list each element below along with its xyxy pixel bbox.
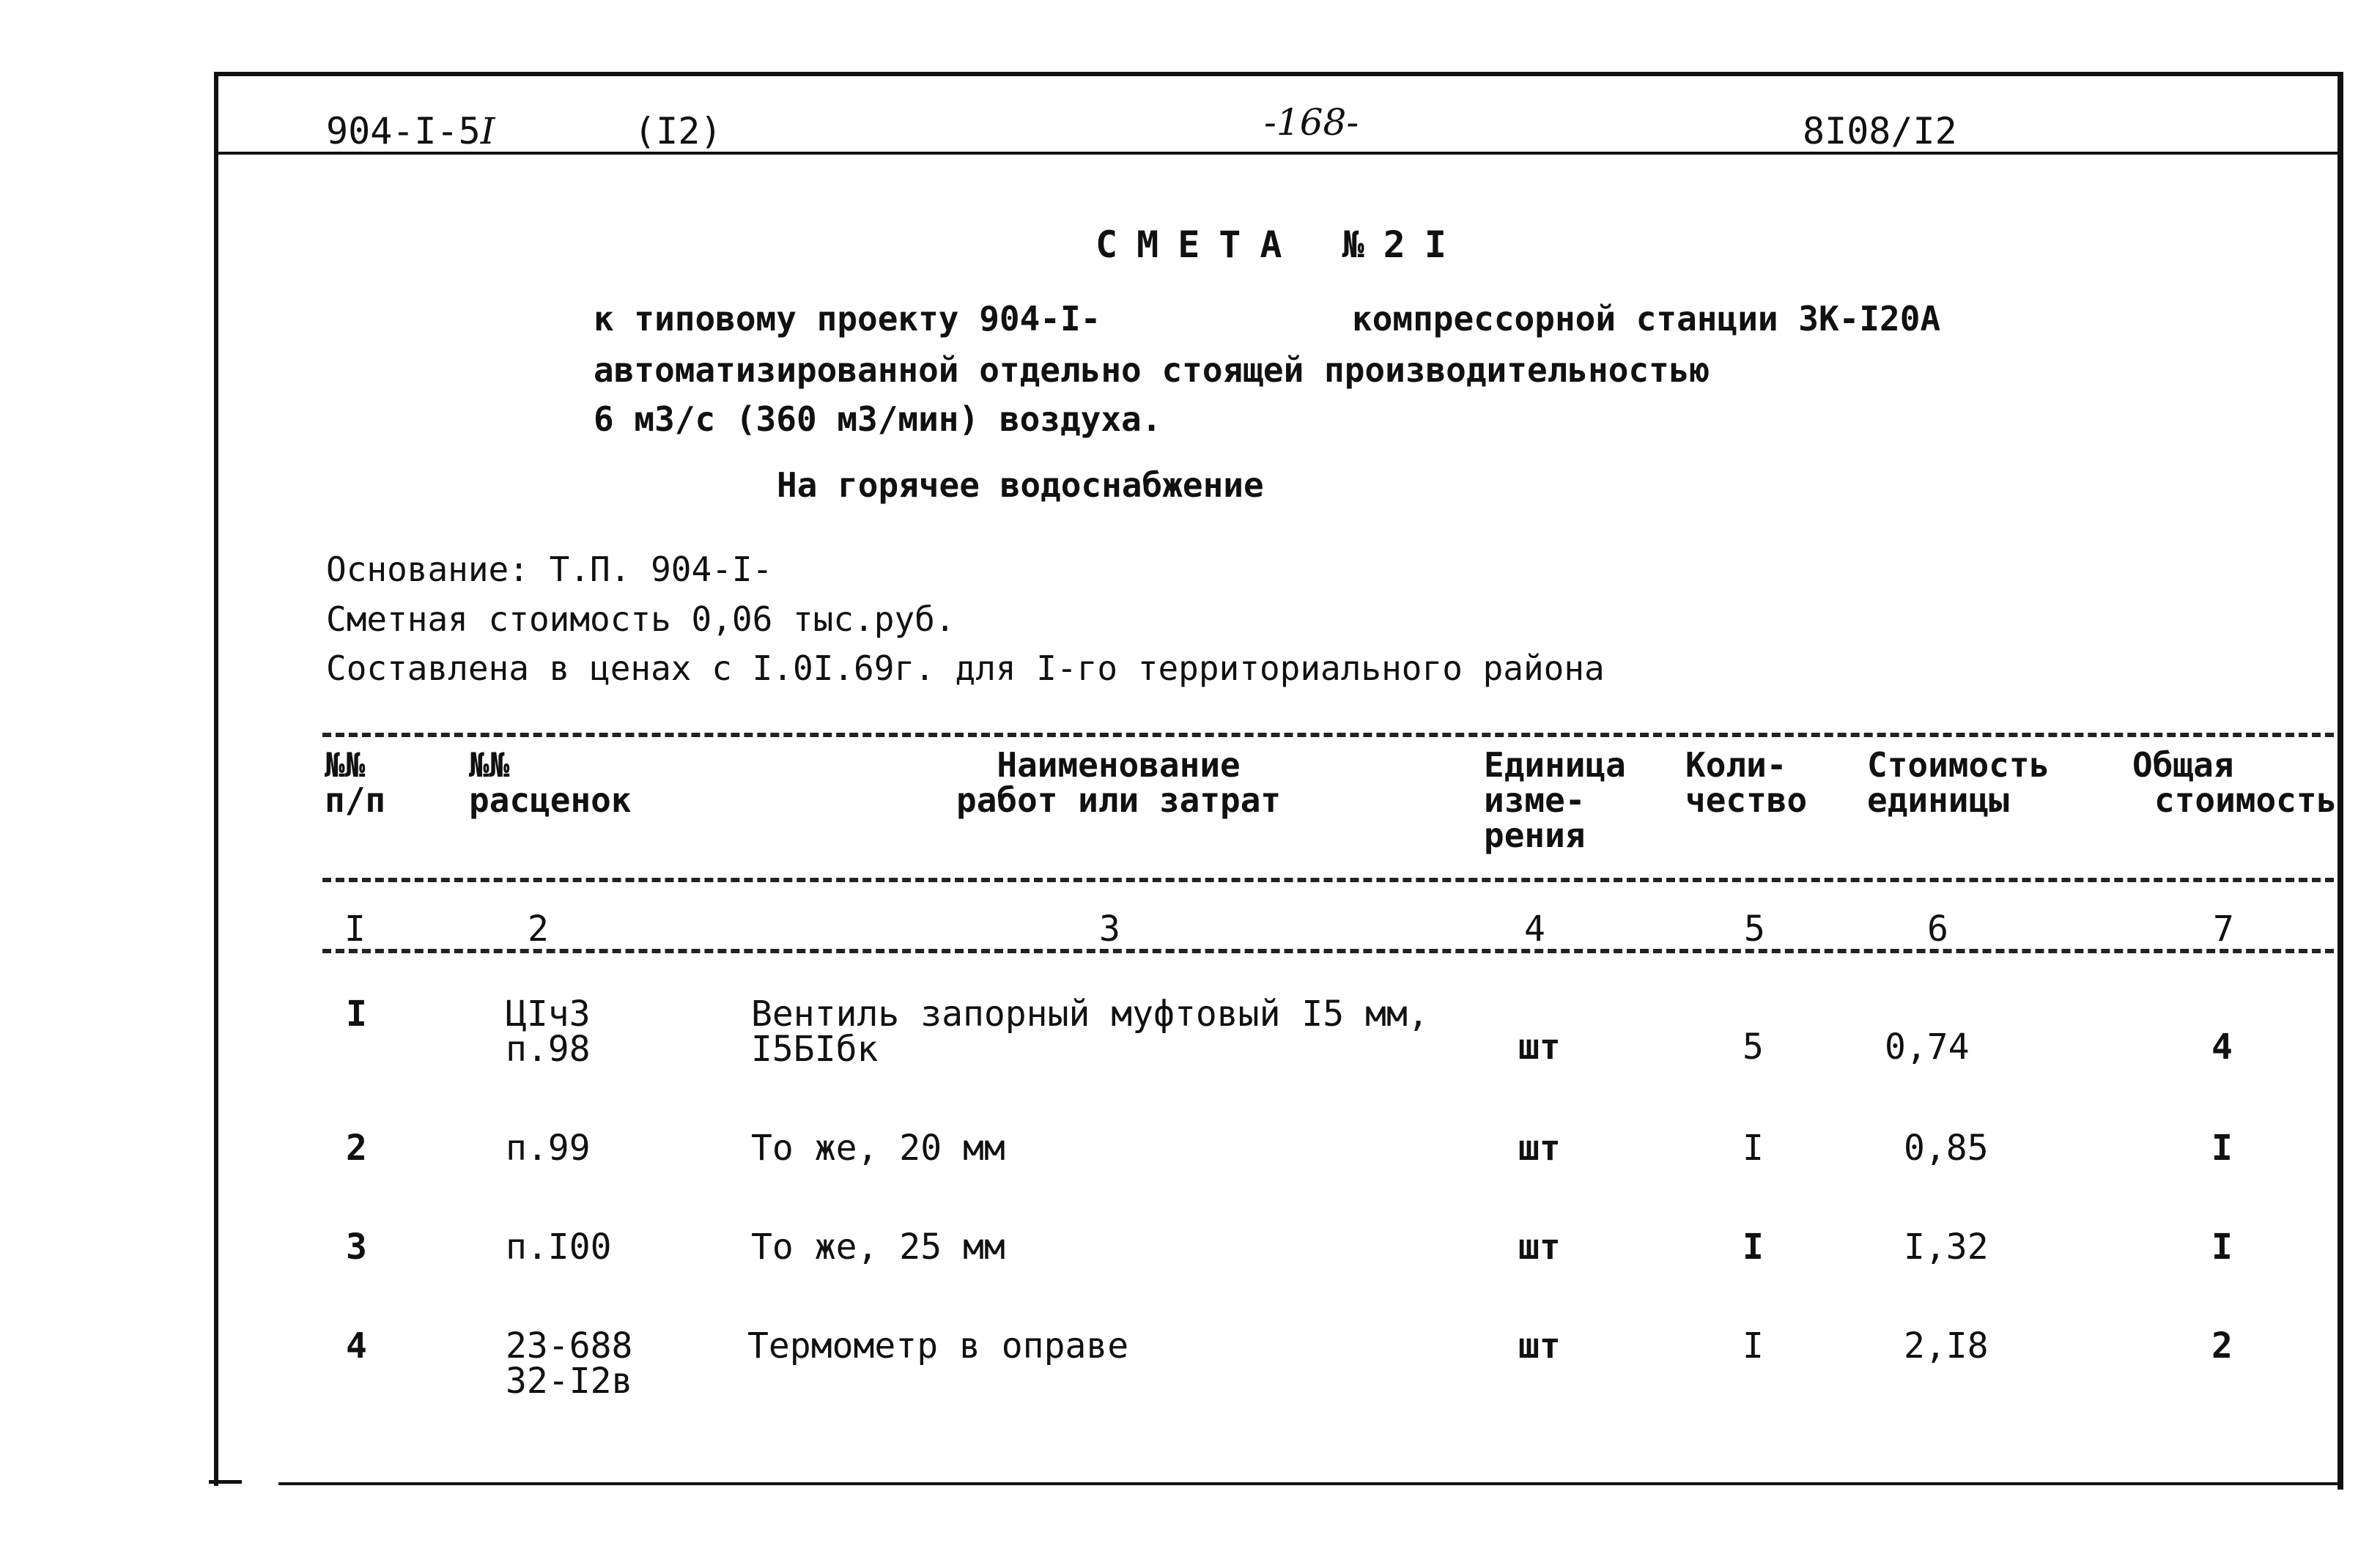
sheet-ref: (I2) (634, 110, 722, 152)
page-number: -168- (1264, 101, 1359, 144)
basis-line3: Составлена в ценах с I.0I.69г. для I-го территориального района (326, 648, 1605, 688)
table-top-rule (322, 733, 2334, 737)
col-header-qty: Коли- чество (1685, 745, 1808, 820)
col-number-6: 6 (1927, 909, 1948, 950)
frame-bottom-border (278, 1482, 2341, 1485)
col-number-3: 3 (1099, 909, 1120, 950)
intro-line2: автоматизированной отдельно стоящей производительностью (594, 350, 1710, 390)
intro-line3: 6 м3/с (360 м3/мин) воздуха. (594, 399, 1162, 439)
estimate-subject: На горячее водоснабжение (777, 465, 1264, 505)
table-row-4-unit-cost: 2,I8 (1904, 1325, 1989, 1366)
basis-line1: Основание: Т.П. 904-I- (326, 550, 773, 589)
estimate-title: СМЕТА №2I (1095, 223, 1466, 266)
frame-left-border (214, 72, 218, 1486)
table-row-4-num: 4 (346, 1325, 367, 1366)
frame-top-border (214, 72, 2342, 76)
col-header-total: Общая стоимость (2132, 745, 2338, 820)
table-row-2-qty: I (1742, 1128, 1764, 1169)
table-row-1-rate: ЦIч3 п.98 (506, 994, 591, 1070)
header-rule (218, 152, 2339, 155)
intro-line1-a: к типовому проекту 904-I- (594, 299, 1101, 339)
table-row-3-unit: шт (1518, 1227, 1561, 1268)
doc-number: 8I08/I2 (1803, 110, 1957, 152)
frame-bottom-left-tick (209, 1480, 242, 1484)
table-colnum-rule (322, 949, 2334, 953)
col-header-num: №№ п/п (325, 745, 386, 820)
frame-right-border (2338, 72, 2343, 1490)
table-row-1-total: 4 (2211, 1027, 2233, 1068)
table-row-1-unit-cost: 0,74 (1885, 1027, 1970, 1068)
table-row-2-num: 2 (346, 1128, 367, 1169)
table-row-4-total: 2 (2211, 1325, 2233, 1366)
col-header-unit: Единица изме- рения (1484, 745, 1626, 855)
table-row-2-unit-cost: 0,85 (1904, 1128, 1989, 1169)
basis-line2: Сметная стоимость 0,06 тыс.руб. (326, 599, 956, 639)
col-header-unit-cost: Стоимость единицы (1867, 745, 2050, 820)
table-row-2-total: I (2211, 1128, 2233, 1169)
table-row-3-rate: п.I00 (506, 1227, 612, 1268)
table-row-1-unit: шт (1518, 1027, 1561, 1068)
table-row-3-total: I (2211, 1227, 2233, 1268)
project-code: 904-I-5I (326, 110, 495, 152)
table-row-3-name: То же, 25 мм (751, 1227, 1005, 1268)
table-row-1-qty: 5 (1742, 1027, 1764, 1068)
table-row-4-unit: шт (1518, 1325, 1561, 1366)
col-header-name: Наименование работ или затрат (956, 745, 1282, 820)
table-row-2-unit: шт (1518, 1128, 1561, 1169)
intro-line1-b: компрессорной станции ЗК-I20А (1352, 299, 1941, 339)
table-row-2-name: То же, 20 мм (751, 1128, 1005, 1169)
table-row-4-name: Термометр в оправе (747, 1325, 1129, 1366)
table-row-3-qty: I (1742, 1227, 1764, 1268)
table-row-1-name: Вентиль запорный муфтовый I5 мм, I5БIбк (751, 994, 1429, 1070)
col-number-4: 4 (1524, 909, 1545, 950)
table-row-4-qty: I (1742, 1325, 1764, 1366)
col-number-7: 7 (2213, 909, 2234, 950)
table-row-3-num: 3 (346, 1227, 367, 1268)
table-row-2-rate: п.99 (506, 1128, 591, 1169)
col-header-rate: №№ расценок (469, 745, 632, 820)
col-number-5: 5 (1744, 909, 1765, 950)
col-number-1: I (344, 909, 366, 950)
col-number-2: 2 (528, 909, 549, 950)
table-header-rule (322, 878, 2334, 882)
table-row-4-rate: 23-688 32-I2в (506, 1325, 633, 1402)
project-code-handwritten-tail: I (480, 110, 495, 152)
table-row-3-unit-cost: I,32 (1904, 1227, 1989, 1268)
table-row-1-num: I (346, 994, 367, 1035)
